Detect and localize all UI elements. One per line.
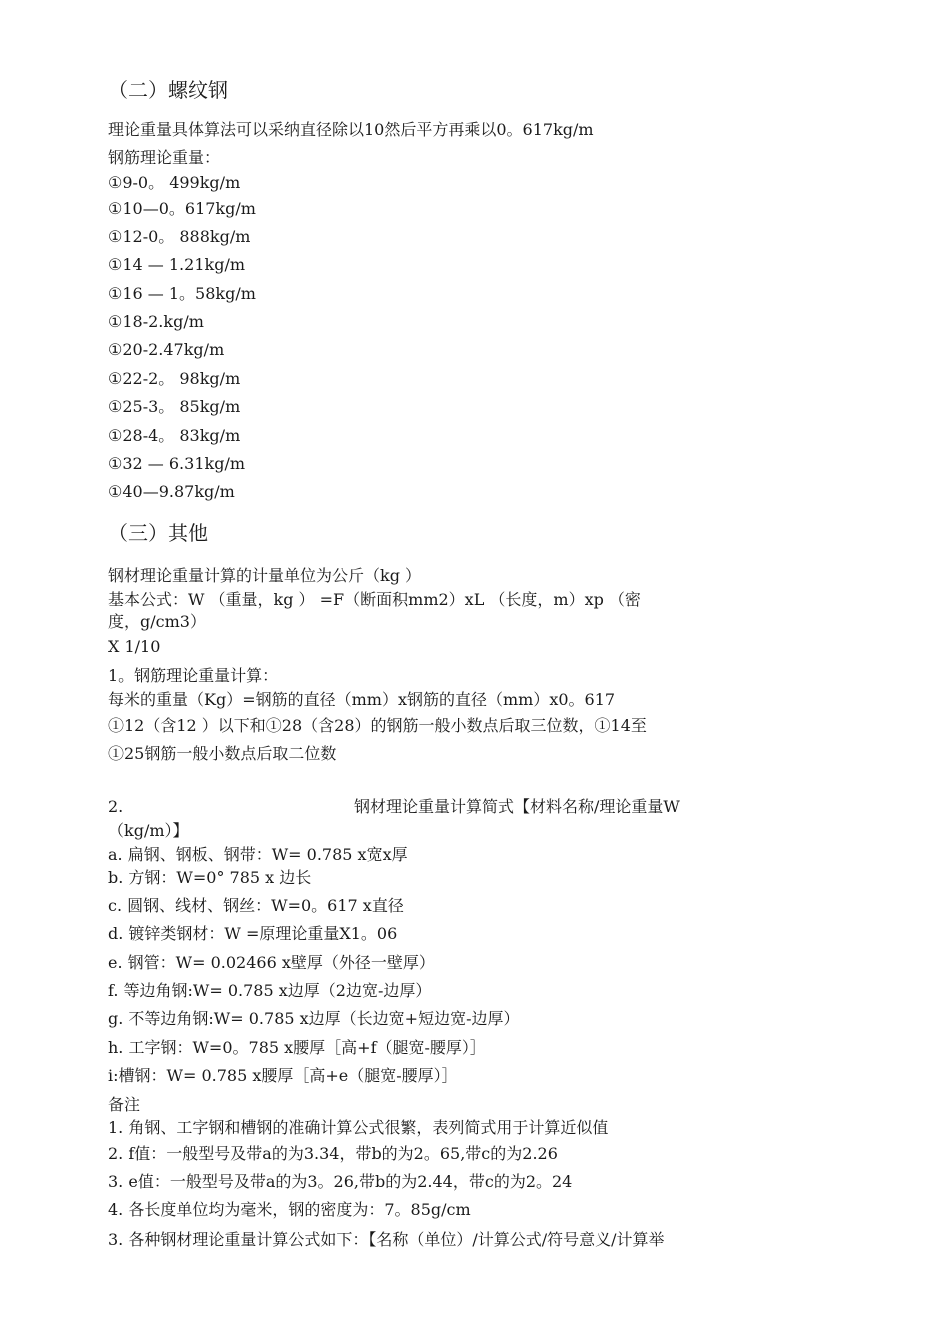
formula-item: g. 不等边角钢:W= 0.785 x边厚（长边宽+短边宽-边厚） — [108, 1009, 520, 1028]
basic-formula-line: 度，g/cm3） — [108, 612, 206, 631]
remarks-title: 备注 — [108, 1095, 141, 1114]
rebar-item: ①40—9.87kg/m — [108, 482, 235, 501]
formula-item: a. 扁钢、钢板、钢带：W= 0.785 x宽x厚 — [108, 845, 408, 864]
section-heading-rebar: （二）螺纹钢 — [108, 78, 228, 102]
formula-item: f. 等边角钢:W= 0.785 x边厚（2边宽-边厚） — [108, 981, 432, 1000]
rebar-item: ①28-4。 83kg/m — [108, 426, 241, 445]
formula-item: h. 工字钢：W=0。785 x腰厚［高+f（腿宽-腰厚）］ — [108, 1038, 486, 1057]
unit-line: 钢材理论重量计算的计量单位为公斤（kg ） — [108, 566, 422, 585]
rebar-list-title: 钢筋理论重量： — [108, 148, 221, 167]
rebar-item: ①9-0。 499kg/m — [108, 173, 241, 192]
simplified-title: 钢材理论重量计算简式【材料名称/理论重量W — [354, 797, 680, 816]
formula-item: c. 圆钢、线材、钢丝：W=0。617 x直径 — [108, 896, 404, 915]
section-heading-other: （三）其他 — [108, 521, 208, 545]
rebar-calc-title: 1。钢筋理论重量计算： — [108, 666, 279, 685]
rebar-calc-note: ①25钢筋一般小数点后取二位数 — [108, 744, 337, 763]
rebar-item: ①18-2.kg/m — [108, 312, 204, 331]
rebar-formula-text: 理论重量具体算法可以采纳直径除以10然后平方再乘以0。617kg/m — [108, 120, 594, 139]
rebar-item: ①12-0。 888kg/m — [108, 227, 251, 246]
remark-item: 2. f值：一般型号及带a的为3.34，带b的为2。65,带c的为2.26 — [108, 1144, 558, 1163]
basic-formula-line: X 1/10 — [108, 637, 161, 656]
rebar-item: ①32 — 6.31kg/m — [108, 454, 245, 473]
rebar-item: ①22-2。 98kg/m — [108, 369, 241, 388]
remark-item: 1. 角钢、工字钢和槽钢的准确计算公式很繁，表列简式用于计算近似值 — [108, 1118, 609, 1137]
rebar-item: ①10—0。617kg/m — [108, 199, 256, 218]
formula-item: d. 镀锌类钢材：W =原理论重量X1。06 — [108, 924, 398, 943]
last-line: 3. 各种钢材理论重量计算公式如下：【名称（单位）/计算公式/符号意义/计算举 — [108, 1230, 665, 1249]
basic-formula-line: 基本公式：W （重量，kg ） =F（断面积mm2）xL （长度，m）xp （密 — [108, 590, 641, 609]
remark-item: 3. e值：一般型号及带a的为3。26,带b的为2.44，带c的为2。24 — [108, 1172, 573, 1191]
formula-item: e. 钢管：W= 0.02466 x壁厚（外径一壁厚） — [108, 953, 435, 972]
rebar-calc-note: ①12（含12 ）以下和①28（含28）的钢筋一般小数点后取三位数，①14至 — [108, 716, 647, 735]
rebar-item: ①14 — 1.21kg/m — [108, 255, 245, 274]
rebar-item: ①25-3。 85kg/m — [108, 397, 241, 416]
rebar-calc-formula: 每米的重量（Kg）=钢筋的直径（mm）x钢筋的直径（mm）x0。617 — [108, 690, 616, 709]
rebar-item: ①16 — 1。58kg/m — [108, 284, 256, 303]
simplified-number: 2. — [108, 797, 124, 816]
formula-item: i:槽钢：W= 0.785 x腰厚［高+e（腿宽-腰厚）］ — [108, 1066, 458, 1085]
rebar-item: ①20-2.47kg/m — [108, 340, 225, 359]
simplified-title-cont: （kg/m）】 — [108, 821, 189, 840]
remark-item: 4. 各长度单位均为毫米，钢的密度为：7。85g/cm — [108, 1200, 471, 1219]
formula-item: b. 方钢：W=0° 785 x 边长 — [108, 868, 312, 887]
